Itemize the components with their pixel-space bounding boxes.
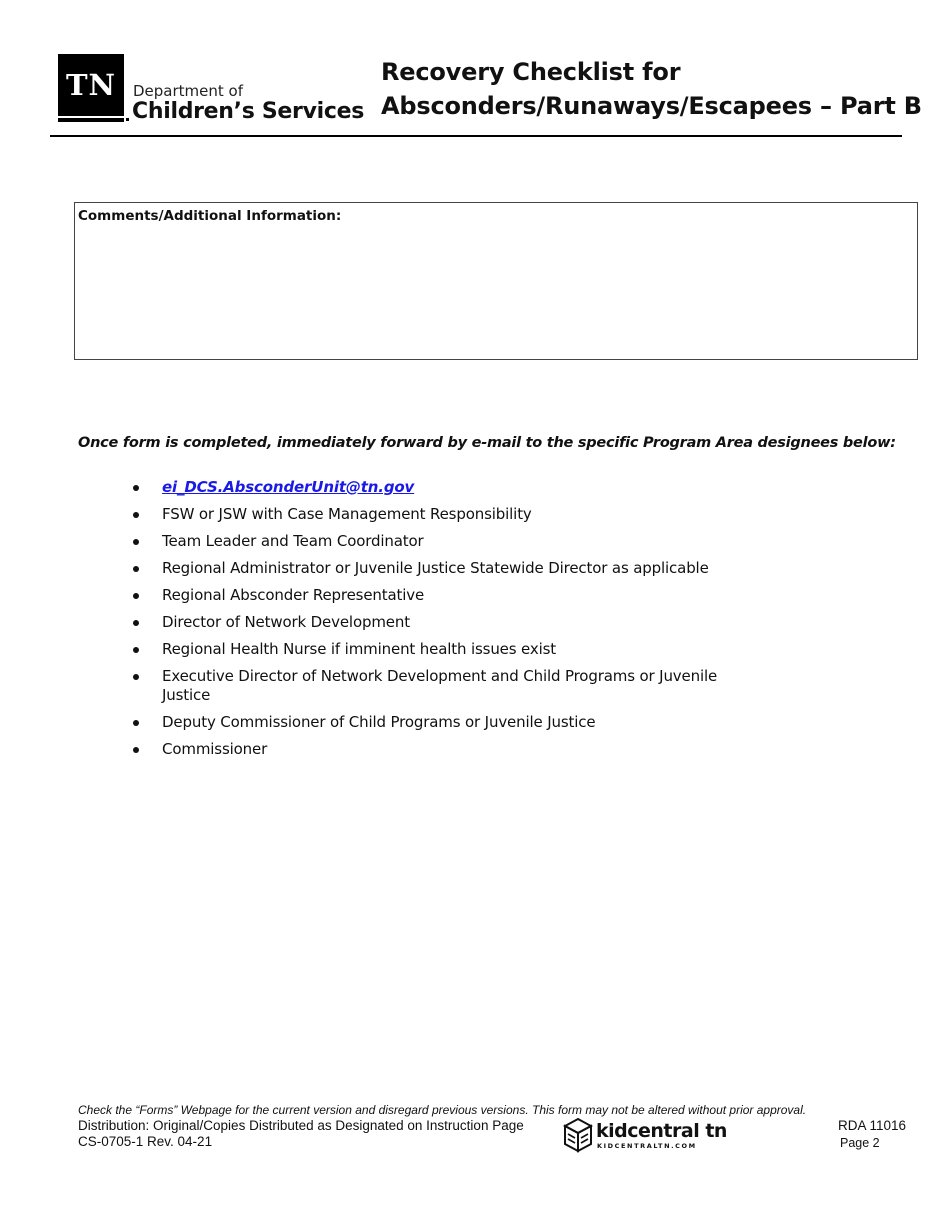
bullet-icon — [133, 512, 139, 518]
bullet-icon — [133, 566, 139, 572]
footer-page-number: Page 2 — [840, 1136, 880, 1150]
list-item-text: Deputy Commissioner of Child Programs or Juvenile Justice — [162, 713, 596, 731]
bullet-icon — [133, 539, 139, 545]
page-title-line-1: Recovery Checklist for — [381, 58, 681, 86]
list-item-text: Regional Absconder Representative — [162, 586, 425, 604]
footer-version-note: Check the “Forms” Webpage for the current version and disregard previous versions. This form may not be altered without prior approval. — [78, 1103, 807, 1117]
list-item-text: Regional Administrator or Juvenile Justice Statewide Director as applicable — [162, 559, 709, 577]
list-item-text: Director of Network Development — [162, 613, 410, 631]
bullet-icon — [133, 674, 139, 680]
dept-line-2: Children’s Services — [132, 99, 365, 124]
forwarding-instruction: Once form is completed, immediately forward by e-mail to the specific Program Area designees below: — [78, 435, 896, 451]
list-item — [133, 505, 733, 524]
list-item — [133, 667, 733, 705]
list-item — [133, 740, 733, 759]
bullet-icon — [133, 485, 139, 491]
recipient-list — [133, 478, 733, 767]
kidcentral-cube-icon — [563, 1117, 593, 1153]
logo-text: TN — [65, 68, 117, 102]
list-item — [133, 559, 733, 578]
list-item — [133, 478, 733, 497]
list-item — [133, 586, 733, 605]
comments-label: Comments/Additional Information: — [78, 208, 342, 224]
list-item-text: Executive Director of Network Development and Child Programs or Juvenile Justice — [162, 667, 718, 704]
list-item — [133, 713, 733, 732]
page-title-line-2: Absconders/Runaways/Escapees – Part B — [381, 92, 922, 120]
list-item-text: Team Leader and Team Coordinator — [162, 532, 424, 550]
tn-logo — [58, 54, 124, 116]
dept-line-1: Department of — [133, 82, 243, 100]
kidcentral-url: KIDCENTRALTN.COM — [597, 1142, 697, 1150]
header-divider — [50, 135, 902, 137]
list-item-text: Commissioner — [162, 740, 268, 758]
bullet-icon — [133, 593, 139, 599]
bullet-icon — [133, 720, 139, 726]
comments-field[interactable] — [74, 202, 918, 360]
kidcentral-logo-text: kidcentral tn — [596, 1120, 727, 1142]
list-item-text: FSW or JSW with Case Management Responsibility — [162, 505, 532, 523]
bullet-icon — [133, 620, 139, 626]
list-item-text: Regional Health Nurse if imminent health issues exist — [162, 640, 556, 658]
bullet-icon — [133, 647, 139, 653]
logo-underline — [58, 118, 124, 122]
absconder-unit-email-link[interactable]: ei_DCS.AbsconderUnit@tn.gov — [162, 478, 415, 496]
list-item — [133, 640, 733, 659]
footer-rda: RDA 11016 — [838, 1118, 907, 1133]
footer-form-number: CS-0705-1 Rev. 04-21 — [78, 1134, 213, 1149]
list-item — [133, 532, 733, 551]
list-item — [133, 613, 733, 632]
logo-dot — [126, 118, 129, 121]
footer-distribution: Distribution: Original/Copies Distributed as Designated on Instruction Page — [78, 1118, 524, 1133]
bullet-icon — [133, 747, 139, 753]
